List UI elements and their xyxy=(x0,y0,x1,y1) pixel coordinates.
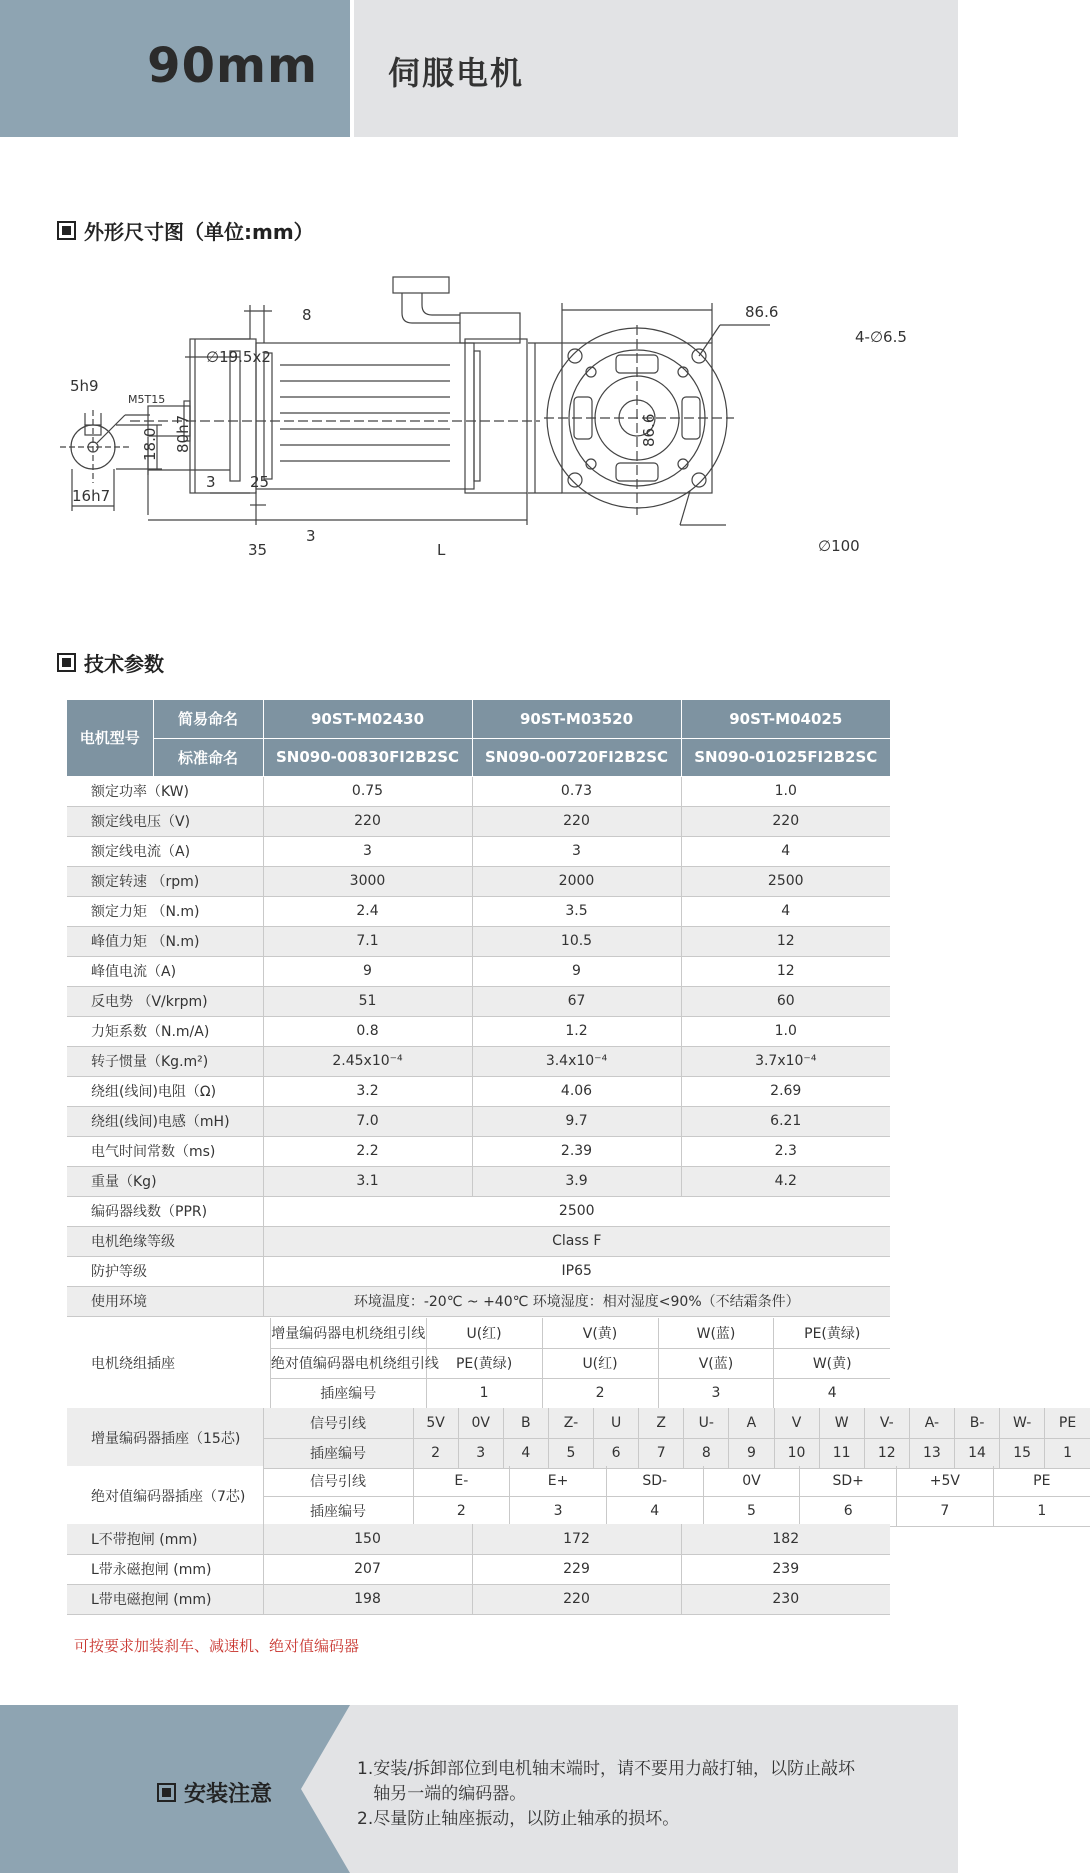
connector-row-label: 插座编号 xyxy=(263,1496,413,1526)
connector-cell: 6 xyxy=(594,1438,639,1468)
motor-side-view xyxy=(130,277,540,525)
spec-cell: 220 xyxy=(263,806,472,836)
spec-row xyxy=(67,986,890,1016)
length-cell: 150 xyxy=(263,1524,472,1554)
connector-cell: W(黄) xyxy=(774,1348,890,1378)
label-16h7: 16h7 xyxy=(72,487,111,505)
connector-cell: 5 xyxy=(548,1438,593,1468)
spec-cell: 60 xyxy=(681,986,890,1016)
spec-cell: 10.5 xyxy=(472,926,681,956)
spec-row-label: 防护等级 xyxy=(67,1256,263,1286)
connector-cell: B xyxy=(503,1408,548,1438)
spec-row xyxy=(67,1076,890,1106)
connector-cell: 5V xyxy=(413,1408,458,1438)
footer-title: 安装注意 xyxy=(184,1782,273,1807)
footer-notes xyxy=(357,1757,855,1832)
square-bullet-icon xyxy=(57,221,76,240)
spec-row xyxy=(67,1046,890,1076)
spec-cell: 2000 xyxy=(472,866,681,896)
spec-row xyxy=(67,836,890,866)
spec-cell: 220 xyxy=(472,806,681,836)
connector-cell: W xyxy=(819,1408,864,1438)
connector-cell: 1 xyxy=(1045,1438,1090,1468)
label-86-6-top: 86.6 xyxy=(745,303,779,321)
spec-cell: 4.2 xyxy=(681,1166,890,1196)
connector-table xyxy=(67,1408,1090,1469)
spec-row-label: 额定线电流（A) xyxy=(67,836,263,866)
footer-bar xyxy=(0,1705,958,1873)
spec-cell: 3.4x10⁻⁴ xyxy=(472,1046,681,1076)
length-cell: 220 xyxy=(472,1584,681,1614)
connector-cell: 14 xyxy=(955,1438,1000,1468)
label-18: 18.0 xyxy=(141,427,159,461)
connector-cell: A- xyxy=(909,1408,954,1438)
header-divider xyxy=(350,0,354,137)
spec-cell-merged: 2500 xyxy=(263,1196,890,1226)
header-bar xyxy=(0,0,958,137)
spec-row-label: 反电势 （V/krpm) xyxy=(67,986,263,1016)
label-m5t15: M5T15 xyxy=(128,393,166,406)
spec-row-label: 电机绝缘等级 xyxy=(67,1226,263,1256)
spec-row-label: 电气时间常数（ms) xyxy=(67,1136,263,1166)
connector-cell: A xyxy=(729,1408,774,1438)
length-row-label: L带电磁抱闸 (mm) xyxy=(67,1584,263,1614)
connector-cell: 0V xyxy=(703,1466,800,1496)
footer-heading xyxy=(157,1777,272,1808)
connector-cell: E+ xyxy=(510,1466,607,1496)
connector-row-label: 插座编号 xyxy=(270,1378,426,1408)
length-cell: 182 xyxy=(681,1524,890,1554)
connector-cell: Z- xyxy=(548,1408,593,1438)
connector-cell: V(黄) xyxy=(542,1318,658,1348)
spec-cell: 0.73 xyxy=(472,776,681,806)
label-3b: 3 xyxy=(306,527,316,545)
label-4-6-5: 4-∅6.5 xyxy=(855,328,907,346)
spec-cell-merged: Class F xyxy=(263,1226,890,1256)
spec-cell: 9 xyxy=(263,956,472,986)
spec-row xyxy=(67,806,890,836)
spec-row xyxy=(67,956,890,986)
connector-cell: PE(黄绿) xyxy=(426,1348,542,1378)
std-name-label: 标准命名 xyxy=(153,738,263,776)
model-std-row xyxy=(67,738,890,776)
spec-cell: 1.0 xyxy=(681,1016,890,1046)
label-86-6-side: 86.6 xyxy=(640,413,658,447)
connector-cell: 7 xyxy=(639,1438,684,1468)
spec-row xyxy=(67,896,890,926)
spec-cell: 9 xyxy=(472,956,681,986)
spec-row xyxy=(67,926,890,956)
connector-cell: +5V xyxy=(897,1466,994,1496)
label-35: 35 xyxy=(248,541,268,559)
spec-cell: 2.69 xyxy=(681,1076,890,1106)
connector-cell: V xyxy=(774,1408,819,1438)
connector-group-label: 绝对值编码器插座（7芯) xyxy=(67,1466,263,1526)
connector-group-label: 增量编码器插座（15芯) xyxy=(67,1408,263,1468)
connector-cell: 10 xyxy=(774,1438,819,1468)
length-cell: 172 xyxy=(472,1524,681,1554)
connector-cell: 4 xyxy=(606,1496,703,1526)
spec-row-merged xyxy=(67,1286,890,1316)
model-label: 电机型号 xyxy=(67,700,153,776)
spec-cell: 3.2 xyxy=(263,1076,472,1106)
model-short-2: 90ST-M03520 xyxy=(472,700,681,738)
connector-cell: 3 xyxy=(658,1378,774,1408)
label-8: 8 xyxy=(302,306,312,324)
connector-row-label: 信号引线 xyxy=(263,1466,413,1496)
connector-row xyxy=(67,1408,1090,1438)
spec-cell: 2.45x10⁻⁴ xyxy=(263,1046,472,1076)
spec-cell: 0.75 xyxy=(263,776,472,806)
label-5h9: 5h9 xyxy=(70,377,99,395)
label-100: ∅100 xyxy=(818,537,860,555)
connector-cell: 1 xyxy=(426,1378,542,1408)
connector-cell: Z xyxy=(639,1408,684,1438)
spec-row-label: 绕组(线间)电感（mH) xyxy=(67,1106,263,1136)
spec-row xyxy=(67,776,890,806)
spec-row-label: 峰值力矩 （N.m) xyxy=(67,926,263,956)
spec-cell: 3000 xyxy=(263,866,472,896)
connector-cell: 3 xyxy=(458,1438,503,1468)
spec-cell: 3.7x10⁻⁴ xyxy=(681,1046,890,1076)
model-short-3: 90ST-M04025 xyxy=(681,700,890,738)
dimension-drawing xyxy=(50,265,920,575)
model-short-1: 90ST-M02430 xyxy=(263,700,472,738)
length-cell: 239 xyxy=(681,1554,890,1584)
spec-cell: 1.2 xyxy=(472,1016,681,1046)
section-title: 外形尺寸图（单位:mm） xyxy=(84,220,314,244)
spec-row xyxy=(67,1166,890,1196)
connector-cell: 0V xyxy=(458,1408,503,1438)
footer-line: 2.尽量防止轴座振动，以防止轴承的损坏。 xyxy=(357,1809,680,1829)
spec-row-label: 额定力矩 （N.m) xyxy=(67,896,263,926)
spec-row-label: 使用环境 xyxy=(67,1286,263,1316)
connector-cell: 13 xyxy=(909,1438,954,1468)
square-bullet-icon xyxy=(157,1783,176,1802)
spec-cell: 3.1 xyxy=(263,1166,472,1196)
spec-row-label: 峰值电流（A) xyxy=(67,956,263,986)
connector-cell: U(红) xyxy=(426,1318,542,1348)
connector-cell: E- xyxy=(413,1466,510,1496)
spec-cell: 3.5 xyxy=(472,896,681,926)
label-19-5x2: ∅19.5x2 xyxy=(206,348,271,366)
connector-cell: 2 xyxy=(413,1438,458,1468)
spec-row-merged xyxy=(67,1226,890,1256)
connector-cell: SD+ xyxy=(800,1466,897,1496)
connector-cell: V(蓝) xyxy=(658,1348,774,1378)
spec-cell: 4.06 xyxy=(472,1076,681,1106)
connector-cell: W- xyxy=(1000,1408,1045,1438)
connector-cell: 9 xyxy=(729,1438,774,1468)
spec-row-label: 转子惯量（Kg.m²) xyxy=(67,1046,263,1076)
connector-cell: 2 xyxy=(413,1496,510,1526)
spec-cell: 0.8 xyxy=(263,1016,472,1046)
connector-row xyxy=(67,1466,1090,1496)
section-heading-dimensions xyxy=(57,216,314,245)
spec-cell: 67 xyxy=(472,986,681,1016)
connector-cell: 6 xyxy=(800,1496,897,1526)
model-short-row xyxy=(67,700,890,738)
connector-cell: 15 xyxy=(1000,1438,1045,1468)
spec-cell-merged: IP65 xyxy=(263,1256,890,1286)
spec-cell: 2500 xyxy=(681,866,890,896)
spec-cell: 2.39 xyxy=(472,1136,681,1166)
spec-row xyxy=(67,1136,890,1166)
spec-cell: 3 xyxy=(263,836,472,866)
connector-row-label: 绝对值编码器电机绕组引线 xyxy=(270,1348,426,1378)
spec-row-merged xyxy=(67,1256,890,1286)
length-row-label: L不带抱闸 (mm) xyxy=(67,1524,263,1554)
connector-cell: PE xyxy=(1045,1408,1090,1438)
spec-row xyxy=(67,866,890,896)
spec-cell: 2.4 xyxy=(263,896,472,926)
options-note: 可按要求加装刹车、减速机、绝对值编码器 xyxy=(74,1637,360,1655)
connector-group-label: 电机绕组插座 xyxy=(67,1318,270,1408)
length-row xyxy=(67,1524,890,1554)
connector-cell: U(红) xyxy=(542,1348,658,1378)
footer-line: 1.安装/拆卸部位到电机轴末端时，请不要用力敲打轴，以防止敲坏 xyxy=(357,1759,855,1779)
connector-cell: U xyxy=(594,1408,639,1438)
spec-row xyxy=(67,1106,890,1136)
spec-cell: 220 xyxy=(681,806,890,836)
label-L: L xyxy=(437,541,446,559)
spec-cell: 7.1 xyxy=(263,926,472,956)
connector-cell: PE xyxy=(993,1466,1090,1496)
label-25: 25 xyxy=(250,473,270,491)
section-heading-specs xyxy=(57,648,164,677)
connector-cell: 8 xyxy=(684,1438,729,1468)
spec-row xyxy=(67,1016,890,1046)
spec-row-label: 额定功率（KW) xyxy=(67,776,263,806)
spec-cell: 7.0 xyxy=(263,1106,472,1136)
connector-cell: 12 xyxy=(864,1438,909,1468)
square-bullet-icon xyxy=(57,653,76,672)
spec-row-merged xyxy=(67,1196,890,1226)
label-80h7: 80h7 xyxy=(174,414,192,453)
spec-cell: 51 xyxy=(263,986,472,1016)
spec-cell: 12 xyxy=(681,956,890,986)
spec-row-label: 额定转速 （rpm) xyxy=(67,866,263,896)
footer-line: 轴另一端的编码器。 xyxy=(357,1784,527,1804)
spec-cell: 4 xyxy=(681,896,890,926)
model-std-1: SN090-00830FI2B2SC xyxy=(263,738,472,776)
spec-cell: 9.7 xyxy=(472,1106,681,1136)
length-cell: 229 xyxy=(472,1554,681,1584)
connector-cell: 5 xyxy=(703,1496,800,1526)
length-table xyxy=(67,1524,890,1615)
short-name-label: 简易命名 xyxy=(153,700,263,738)
connector-cell: 3 xyxy=(510,1496,607,1526)
connector-cell: V- xyxy=(864,1408,909,1438)
connector-cell: 4 xyxy=(503,1438,548,1468)
connector-cell: B- xyxy=(955,1408,1000,1438)
connector-cell: PE(黄绿) xyxy=(774,1318,890,1348)
spec-row-label: 重量（Kg) xyxy=(67,1166,263,1196)
label-3a: 3 xyxy=(206,473,216,491)
connector-row-label: 插座编号 xyxy=(263,1438,413,1468)
length-cell: 230 xyxy=(681,1584,890,1614)
length-cell: 207 xyxy=(263,1554,472,1584)
connector-cell: 7 xyxy=(897,1496,994,1526)
length-row-label: L带永磁抱闸 (mm) xyxy=(67,1554,263,1584)
model-std-3: SN090-01025FI2B2SC xyxy=(681,738,890,776)
spec-cell: 2.2 xyxy=(263,1136,472,1166)
model-std-2: SN090-00720FI2B2SC xyxy=(472,738,681,776)
connector-table xyxy=(67,1318,890,1409)
spec-row-label: 力矩系数（N.m/A) xyxy=(67,1016,263,1046)
connector-cell: 1 xyxy=(993,1496,1090,1526)
length-row xyxy=(67,1584,890,1614)
connector-table xyxy=(67,1466,1090,1527)
spec-cell-merged: 环境温度：-20℃ ~ +40℃ 环境湿度：相对湿度<90%（不结霜条件） xyxy=(263,1286,890,1316)
connector-row xyxy=(67,1318,890,1348)
spec-row-label: 编码器线数（PPR) xyxy=(67,1196,263,1226)
connector-row-label: 增量编码器电机绕组引线 xyxy=(270,1318,426,1348)
spec-cell: 3 xyxy=(472,836,681,866)
connector-cell: 11 xyxy=(819,1438,864,1468)
spec-cell: 1.0 xyxy=(681,776,890,806)
spec-cell: 3.9 xyxy=(472,1166,681,1196)
connector-cell: SD- xyxy=(606,1466,703,1496)
header-size: 90mm xyxy=(147,38,318,94)
connector-row-label: 信号引线 xyxy=(263,1408,413,1438)
connector-cell: 4 xyxy=(774,1378,890,1408)
spec-table xyxy=(67,700,890,1317)
connector-cell: U- xyxy=(684,1408,729,1438)
spec-cell: 2.3 xyxy=(681,1136,890,1166)
section-title: 技术参数 xyxy=(84,652,164,676)
spec-cell: 4 xyxy=(681,836,890,866)
spec-cell: 6.21 xyxy=(681,1106,890,1136)
spec-row-label: 额定线电压（V) xyxy=(67,806,263,836)
connector-cell: W(蓝) xyxy=(658,1318,774,1348)
header-title: 伺服电机 xyxy=(388,54,525,92)
connector-cell: 2 xyxy=(542,1378,658,1408)
length-cell: 198 xyxy=(263,1584,472,1614)
length-row xyxy=(67,1554,890,1584)
spec-cell: 12 xyxy=(681,926,890,956)
spec-row-label: 绕组(线间)电阻（Ω) xyxy=(67,1076,263,1106)
